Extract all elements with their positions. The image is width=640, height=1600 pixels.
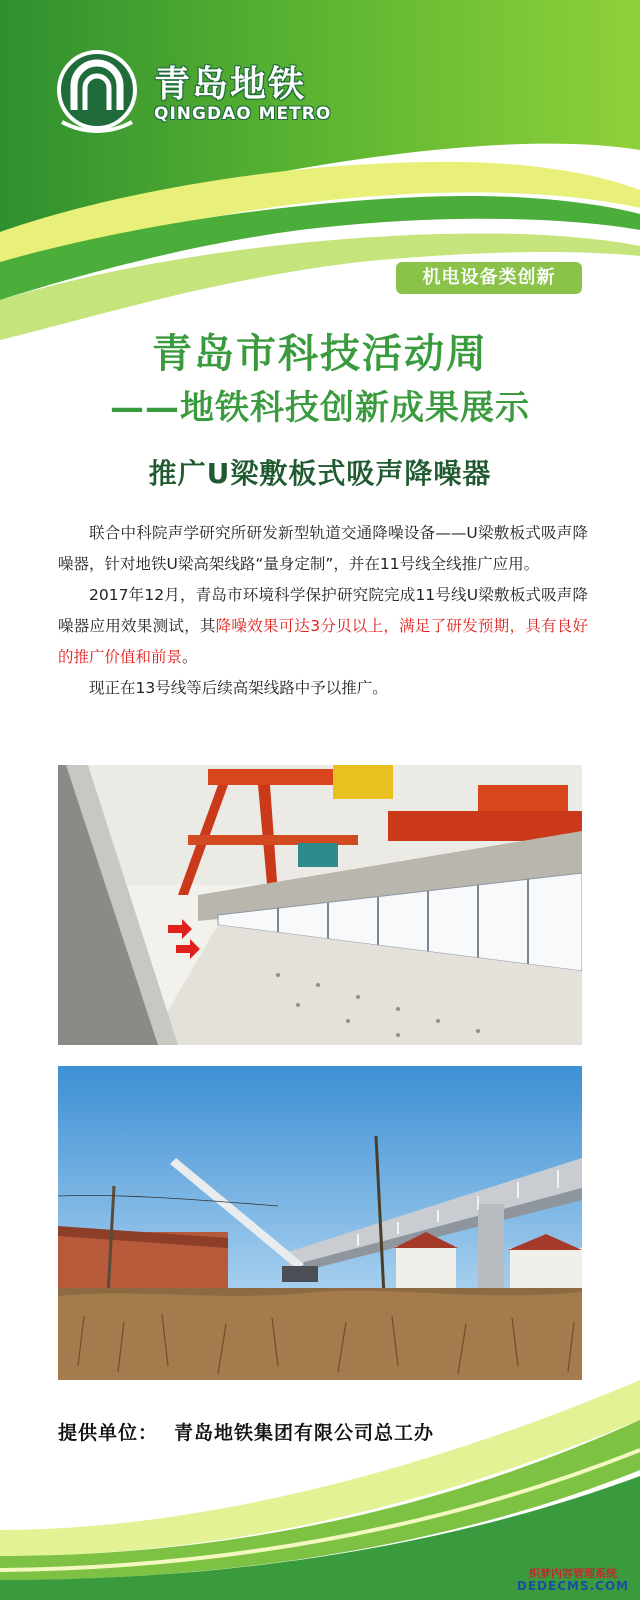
qingdao-metro-logo-icon (54, 48, 140, 136)
photo-2-image (58, 1066, 582, 1380)
page-title: 青岛市科技活动周 (152, 331, 488, 377)
paragraph-3: 现正在13号线等后续高架线路中予以推广。 (89, 679, 388, 697)
paragraph-2-end: 。 (182, 648, 198, 666)
provider-value: 青岛地铁集团有限公司总工办 (174, 1422, 435, 1444)
photo-1-image (58, 765, 582, 1045)
paragraph-2-highlight: 降噪效果可达3分贝以上，满足了研发预期，具有良好的推广价值和前景 (58, 617, 588, 666)
watermark-line-2: DEDECMS.COM (516, 1579, 630, 1594)
watermark-line-1: 织梦内容管理系统 (529, 1566, 617, 1580)
brand-logo (54, 48, 354, 138)
category-badge: 机电设备类创新 (396, 262, 582, 294)
elevated-line-construction-photo (58, 1066, 582, 1380)
article-body (58, 518, 588, 704)
provider-label: 提供单位： (58, 1422, 159, 1444)
brand-name-cn: 青岛地铁 (154, 64, 307, 105)
brand-name-en: QINGDAO METRO (154, 104, 332, 124)
u-beam-noise-absorber-installation-photo (58, 765, 582, 1045)
paragraph-1: 联合中科院声学研究所研发新型轨道交通降噪设备——U梁敷板式吸声降噪器，针对地铁U梁高架线路“量身定制”，并在11号线全线推广应用。 (58, 524, 588, 573)
provider-line (58, 1418, 434, 1445)
paragraph-2-text: 2017年12月，青岛市环境科学保护研究院完成11号线U梁敷板式吸声降噪器应用效果测试，其 (58, 586, 588, 635)
page-subtitle: ——地铁科技创新成果展示 (110, 388, 530, 428)
watermark (514, 1568, 632, 1594)
article-heading: 推广U梁敷板式吸声降噪器 (148, 457, 492, 490)
paragraph-2 (58, 580, 588, 673)
